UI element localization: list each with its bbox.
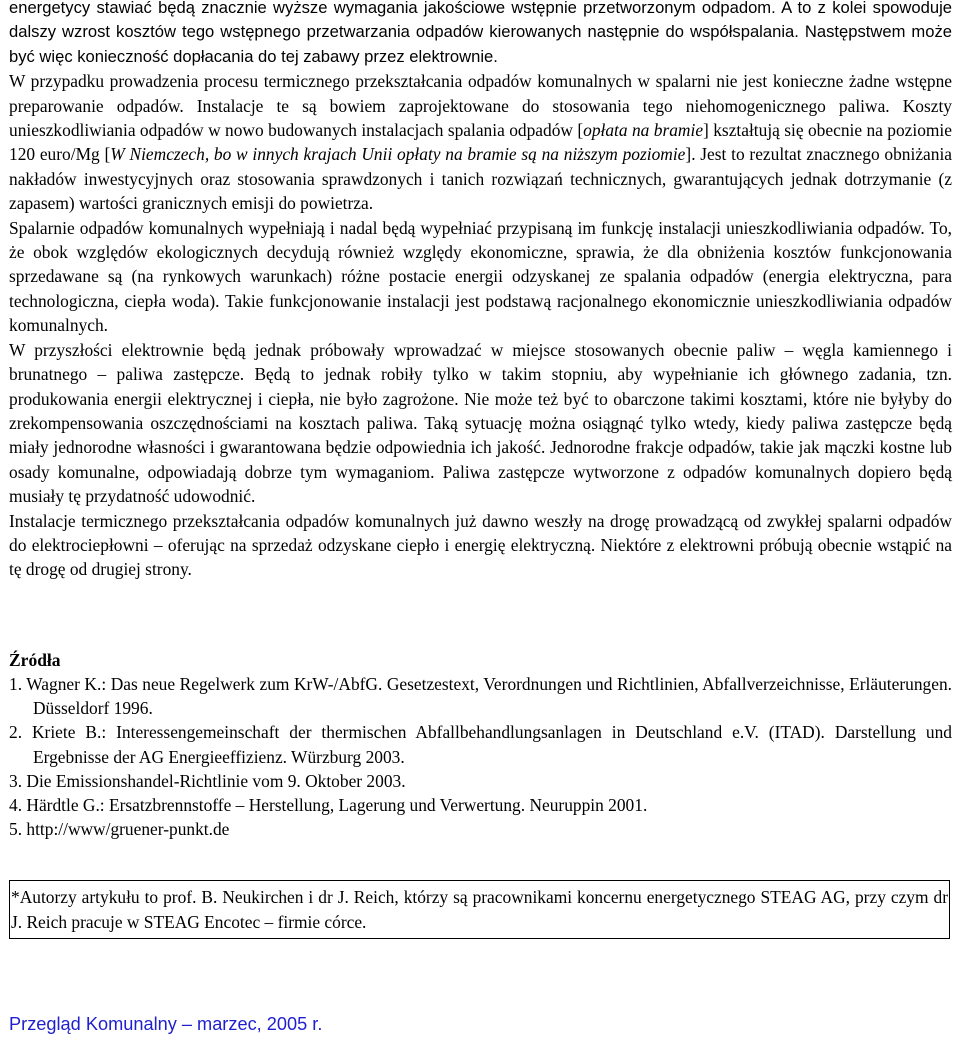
paragraph-2-italic-note: W Niemczech, bo w innych krajach Unii opłaty na bramie są na niższym poziomie [110, 144, 686, 165]
sources-heading: Źródła [9, 650, 61, 670]
author-note-box: *Autorzy artykułu to prof. B. Neukirchen i dr J. Reich, którzy są pracownikami koncernu energetycznego STEAG AG, przy czym dr J. Reich pracuje w STEAG Encotec – firmie córce. [9, 880, 950, 939]
paragraph-5: Instalacje termicznego przekształcania odpadów komunalnych już dawno weszły na drogę prowadzącą od zwykłej spalarni odpadów do elektrociepłowni – oferując na sprzedaż odzyskane ciepło i energię elektryczną. Niektóre z elektrowni próbują obecnie wstąpić na tę drogę od drugiej strony. [9, 510, 952, 580]
paragraph-2-text-c: ] kształtują się obecnie na poziomie 120 euro/Mg [ [9, 120, 952, 165]
paragraph-2 [9, 69, 952, 215]
paragraph-1: energetycy stawiać będą znacznie wyższe wymagania jakościowe wstępnie przetworzonym odpadom. A to z kolei spowoduje dalszy wzrost kosztów tego wstępnego przetwarzania odpadów kierowanych następnie do współspalania. Następstwem może być więc konieczność dopłacania do tej zabawy przez elektrownie. [9, 0, 952, 66]
source-item-5: 5. http://www/gruener-punkt.de [9, 819, 230, 840]
paragraph-4: W przyszłości elektrownie będą jednak próbowały wprowadzać w miejsce stosowanych obecnie paliw – węgla kamiennego i brunatnego – paliwa zastępcze. Będą to jednak robiły tylko w takim stopniu, aby wypełnianie ich głównego zadania, tzn. produkowania energii elektrycznej i ciepła, nie było zagrożone. Nie może też być to obarczone takimi kosztami, które nie byłyby do zrekompensowania oszczędnościami na kosztach paliwa. Taką sytuację można osiągnąć tylko wtedy, kiedy paliwa zastępcze będą miały jednorodne własności i gwarantowana będzie odpowiednia ich jakość. Jednorodne frakcje odpadów, takie jak mączki kostne lub osady komunalne, odpowiadają dobrze tym wymaganiom. Paliwa zastępcze wytworzone z odpadów komunalnych dopiero będą musiały tę przydatność udowodnić. [9, 339, 952, 507]
source-item-3: 3. Die Emissionshandel-Richtlinie vom 9. Oktober 2003. [9, 770, 406, 791]
source-item-2: 2. Kriete B.: Interessengemeinschaft der thermischen Abfallbehandlungsanlagen in Deutschland e.V. (ITAD). Darstellung und Ergebnisse der AG Energieeffizienz. Würzburg 2003. [9, 722, 952, 767]
paragraph-2-text-a: W przypadku prowadzenia procesu termicznego przekształcania odpadów komunalnych w spalarni nie jest konieczne żadne wstępne preparowanie odpadów. Instalacje te są bowiem zaprojektowane do stosowania tego niehomogenicznego paliwa. Koszty unieszkodliwiania odpadów w nowo budowanych instalacjach spalania odpadów [ [9, 71, 952, 141]
paragraph-3: Spalarnie odpadów komunalnych wypełniają i nadal będą wypełniać przypisaną im funkcję instalacji unieszkodliwiania odpadów. To, że obok względów ekologicznych decydują również względy ekonomiczne, sprawia, że dla obniżenia kosztów funkcjonowania sprzedawane są (na rynkowych warunkach) różne postacie energii odzyskanej ze spalania odpadów (energia elektryczna, para technologiczna, ciepła woda). Takie funkcjonowanie instalacji jest podstawą racjonalnego ekonomicznie unieszkodliwiania odpadów komunalnych. [9, 217, 952, 336]
source-item-4: 4. Härdtle G.: Ersatzbrennstoffe – Herstellung, Lagerung und Verwertung. Neuruppin 2001. [9, 795, 648, 816]
sources-list [9, 672, 952, 841]
paragraph-2-text-e: ]. Jest to rezultat znacznego obniżania nakładów inwestycyjnych oraz stosowania sprawdzonych i tanich rozwiązań technicznych, gwarantujących jednak dotrzymanie (z zapasem) wartości granicznych emisji do powietrza. [9, 144, 953, 214]
paragraph-2-italic-gate-fee: opłata na bramie [583, 120, 704, 141]
footer-publication: Przegląd Komunalny – marzec, 2005 r. [9, 1014, 323, 1034]
article-page [9, 0, 953, 932]
source-item-1: 1. Wagner K.: Das neue Regelwerk zum KrW-/AbfG. Gesetzestext, Verordnungen und Richtlinien, Abfallverzeichnisse, Erläuterungen. Düsseldorf 1996. [9, 674, 952, 719]
